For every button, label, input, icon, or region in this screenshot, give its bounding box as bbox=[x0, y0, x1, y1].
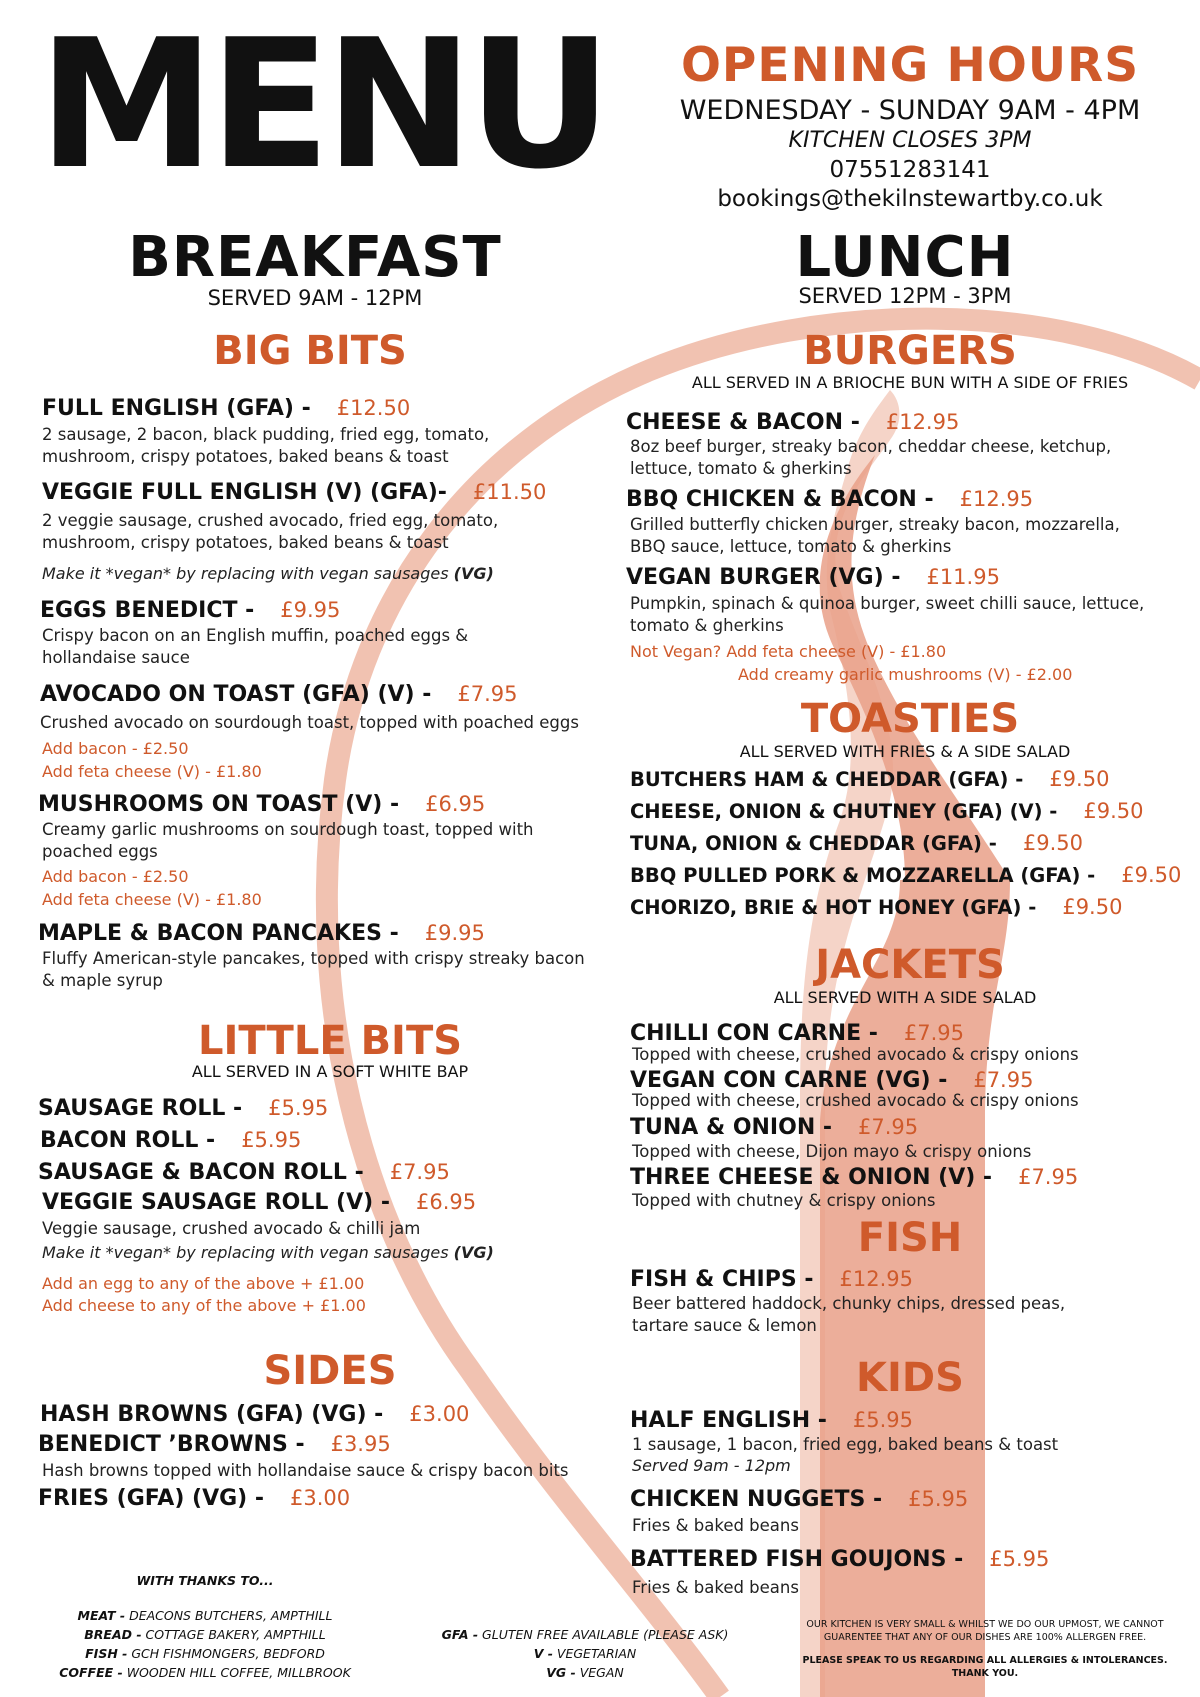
menu-item: VEGAN BURGER (VG) - £11.95 bbox=[626, 565, 1000, 590]
menu-title: MENU bbox=[38, 1, 607, 208]
item-desc: Grilled butterfly chicken burger, streaky bacon, mozzarella, BBQ sauce, lettuce, tomato & gherkins bbox=[630, 515, 1120, 556]
item-price: £7.95 bbox=[457, 682, 518, 706]
item-desc: Crushed avocado on sourdough toast, topped with poached eggs bbox=[40, 713, 579, 732]
menu-item: CHILLI CON CARNE - £7.95 bbox=[630, 1021, 965, 1046]
menu-item: FISH & CHIPS - £12.95 bbox=[630, 1267, 913, 1292]
fish-title: FISH bbox=[857, 1215, 963, 1261]
menu-item: SAUSAGE ROLL - £5.95 bbox=[38, 1096, 329, 1121]
item-price: £9.95 bbox=[280, 598, 341, 622]
email-link[interactable]: bookings@thekilnstewartby.co.uk bbox=[717, 186, 1103, 212]
allergy-notice: OUR KITCHEN IS VERY SMALL & WHILST WE DO OUR UPMOST, WE CANNOT GUARENTEE THAT ANY OF OUR DISHES ARE 100% ALLERGEN FREE. PLEASE SPEAK TO US REGARDING ALL ALLERGIES & INTOLERANCES. THANK YOU. bbox=[802, 1619, 1168, 1679]
item-price: £11.95 bbox=[926, 565, 1000, 589]
item-price: £9.50 bbox=[1049, 767, 1110, 791]
phone-number: 07551283141 bbox=[829, 157, 991, 183]
addon: Not Vegan? Add feta cheese (V) - £1.80 bbox=[630, 642, 947, 661]
addon: Add creamy garlic mushrooms (V) - £2.00 bbox=[738, 665, 1073, 684]
menu-item: THREE CHEESE & ONION (V) - £7.95 bbox=[630, 1165, 1079, 1190]
item-price: £9.50 bbox=[1022, 831, 1083, 855]
little-bits-sub: ALL SERVED IN A SOFT WHITE BAP bbox=[191, 1062, 469, 1081]
item-price: £12.50 bbox=[336, 396, 411, 420]
item-desc: Topped with chutney & crispy onions bbox=[632, 1191, 936, 1210]
menu-item: BATTERED FISH GOUJONS - £5.95 bbox=[630, 1547, 1050, 1572]
menu-item: MUSHROOMS ON TOAST (V) - £6.95 bbox=[38, 792, 486, 817]
menu-item: CHEESE, ONION & CHUTNEY (GFA) (V) - £9.50 bbox=[630, 799, 1144, 823]
item-price: £9.50 bbox=[1062, 895, 1123, 919]
addon: Add an egg to any of the above + £1.00 bbox=[42, 1274, 365, 1293]
thanks-title: WITH THANKS TO... bbox=[136, 1573, 274, 1588]
lunch-title: LUNCH bbox=[795, 225, 1015, 290]
menu-item: VEGAN CON CARNE (VG) - £7.95 bbox=[630, 1068, 1034, 1093]
item-desc: Fries & baked beans bbox=[632, 1516, 799, 1535]
menu-item: SAUSAGE & BACON ROLL - £7.95 bbox=[38, 1160, 450, 1185]
item-price: £6.95 bbox=[425, 792, 486, 816]
item-desc: 2 veggie sausage, crushed avocado, fried egg, tomato, mushroom, crispy potatoes, baked beans & toast bbox=[42, 511, 499, 552]
item-desc: 2 sausage, 2 bacon, black pudding, fried egg, tomato, mushroom, crispy potatoes, baked beans & toast bbox=[42, 425, 490, 466]
menu-item: VEGGIE FULL ENGLISH (V) (GFA)- £11.50 bbox=[42, 480, 547, 505]
item-price: £5.95 bbox=[908, 1487, 969, 1511]
item-price: £9.50 bbox=[1121, 863, 1182, 887]
menu-item: CHORIZO, BRIE & HOT HONEY (GFA) - £9.50 bbox=[630, 895, 1123, 919]
addon: Add feta cheese (V) - £1.80 bbox=[42, 762, 262, 781]
menu-item: VEGGIE SAUSAGE ROLL (V) - £6.95 bbox=[42, 1190, 477, 1215]
item-price: £3.00 bbox=[290, 1486, 351, 1510]
thanks-list: MEAT - DEACONS BUTCHERS, AMPTHILL BREAD - COTTAGE BAKERY, AMPTHILL FISH - GCH FISHMONGERS, BEDFORD COFFEE - WOODEN HILL COFFEE, MILLBROOK bbox=[59, 1608, 351, 1680]
item-desc: Fries & baked beans bbox=[632, 1578, 799, 1597]
item-price: £12.95 bbox=[959, 487, 1034, 511]
menu-item: EGGS BENEDICT - £9.95 bbox=[40, 598, 341, 623]
item-price: £7.95 bbox=[858, 1115, 919, 1139]
item-desc: Creamy garlic mushrooms on sourdough toast, topped with poached eggs bbox=[42, 820, 534, 861]
item-price: £9.50 bbox=[1083, 799, 1144, 823]
item-price: £7.95 bbox=[389, 1160, 450, 1184]
item-desc: Topped with cheese, crushed avocado & crispy onions bbox=[632, 1091, 1079, 1110]
item-price: £9.95 bbox=[424, 921, 485, 945]
little-bits-title: LITTLE BITS bbox=[197, 1018, 463, 1064]
item-desc: Topped with cheese, Dijon mayo & crispy onions bbox=[632, 1142, 1032, 1161]
menu-item: BBQ PULLED PORK & MOZZARELLA (GFA) - £9.50 bbox=[630, 863, 1182, 887]
item-price: £5.95 bbox=[852, 1408, 914, 1432]
item-desc: Pumpkin, spinach & quinoa burger, sweet chilli sauce, lettuce, tomato & gherkins bbox=[630, 594, 1145, 635]
kids-note: Served 9am - 12pm bbox=[632, 1456, 791, 1475]
item-price: £11.50 bbox=[472, 480, 547, 504]
addon: Add bacon - £2.50 bbox=[42, 867, 189, 886]
item-price: £6.95 bbox=[415, 1190, 477, 1214]
item-price: £5.95 bbox=[989, 1547, 1050, 1571]
dietary-key: GFA - GLUTEN FREE AVAILABLE (PLEASE ASK) V - VEGETARIAN VG - VEGAN bbox=[441, 1627, 729, 1680]
menu-item: BBQ CHICKEN & BACON - £12.95 bbox=[626, 487, 1034, 512]
menu-item: TUNA, ONION & CHEDDAR (GFA) - £9.50 bbox=[630, 831, 1083, 855]
item-desc: Beer battered haddock, chunky chips, dressed peas, tartare sauce & lemon bbox=[632, 1294, 1066, 1335]
item-desc: Hash browns topped with hollandaise sauce & crispy bacon bits bbox=[42, 1461, 569, 1480]
menu-item: TUNA & ONION - £7.95 bbox=[630, 1115, 919, 1140]
item-price: £12.95 bbox=[885, 410, 960, 434]
breakfast-title: BREAKFAST bbox=[128, 225, 502, 290]
opening-days: WEDNESDAY - SUNDAY 9AM - 4PM bbox=[679, 95, 1141, 126]
addon: Add bacon - £2.50 bbox=[42, 739, 189, 758]
addon: Add cheese to any of the above + £1.00 bbox=[42, 1296, 366, 1315]
kitchen-closes: KITCHEN CLOSES 3PM bbox=[788, 128, 1032, 153]
item-price: £5.95 bbox=[268, 1096, 329, 1120]
toasties-title: TOASTIES bbox=[800, 696, 1020, 742]
menu-item: CHICKEN NUGGETS - £5.95 bbox=[630, 1487, 969, 1512]
breakfast-served: SERVED 9AM - 12PM bbox=[207, 286, 423, 310]
big-bits-title: BIG BITS bbox=[213, 328, 407, 374]
jackets-sub: ALL SERVED WITH A SIDE SALAD bbox=[773, 988, 1037, 1007]
burgers-sub: ALL SERVED IN A BRIOCHE BUN WITH A SIDE OF FRIES bbox=[691, 373, 1129, 392]
item-price: £7.95 bbox=[973, 1068, 1034, 1092]
item-desc: 1 sausage, 1 bacon, fried egg, baked beans & toast bbox=[632, 1435, 1059, 1454]
sides-title: SIDES bbox=[263, 1348, 397, 1394]
menu-item: HASH BROWNS (GFA) (VG) - £3.00 bbox=[40, 1402, 470, 1427]
item-price: £12.95 bbox=[839, 1267, 913, 1291]
menu-item: BUTCHERS HAM & CHEDDAR (GFA) - £9.50 bbox=[630, 767, 1110, 791]
jackets-title: JACKETS bbox=[815, 942, 1005, 988]
menu-item: CHEESE & BACON - £12.95 bbox=[626, 410, 960, 435]
lunch-served: SERVED 12PM - 3PM bbox=[798, 284, 1012, 308]
menu-item: AVOCADO ON TOAST (GFA) (V) - £7.95 bbox=[40, 682, 518, 707]
item-price: £5.95 bbox=[241, 1128, 302, 1152]
burgers-title: BURGERS bbox=[803, 328, 1017, 374]
menu-item: MAPLE & BACON PANCAKES - £9.95 bbox=[38, 921, 485, 946]
item-price: £7.95 bbox=[903, 1021, 965, 1045]
menu-item: FRIES (GFA) (VG) - £3.00 bbox=[38, 1486, 351, 1511]
vegan-note: Make it *vegan* by replacing with vegan sausages (VG) bbox=[42, 564, 494, 583]
item-price: £7.95 bbox=[1018, 1165, 1079, 1189]
item-desc: Crispy bacon on an English muffin, poached eggs & hollandaise sauce bbox=[42, 626, 469, 667]
addon: Add feta cheese (V) - £1.80 bbox=[42, 890, 262, 909]
item-desc: Fluffy American-style pancakes, topped with crispy streaky bacon & maple syrup bbox=[42, 949, 585, 990]
menu-item: HALF ENGLISH - £5.95 bbox=[630, 1408, 914, 1433]
item-price: £3.95 bbox=[330, 1432, 391, 1456]
toasties-sub: ALL SERVED WITH FRIES & A SIDE SALAD bbox=[739, 742, 1071, 761]
menu-item: BENEDICT ’BROWNS - £3.95 bbox=[38, 1432, 391, 1457]
item-desc: Veggie sausage, crushed avocado & chilli jam bbox=[42, 1219, 421, 1238]
kids-title: KIDS bbox=[856, 1355, 964, 1401]
item-price: £3.00 bbox=[409, 1402, 470, 1426]
item-desc: 8oz beef burger, streaky bacon, cheddar cheese, ketchup, lettuce, tomato & gherkins bbox=[630, 437, 1112, 478]
opening-hours-title: OPENING HOURS bbox=[680, 38, 1140, 93]
item-desc: Topped with cheese, crushed avocado & crispy onions bbox=[632, 1045, 1079, 1064]
menu-item: FULL ENGLISH (GFA) - £12.50 bbox=[42, 396, 411, 421]
menu-item: BACON ROLL - £5.95 bbox=[40, 1128, 302, 1153]
vegan-note: Make it *vegan* by replacing with vegan sausages (VG) bbox=[42, 1243, 494, 1262]
